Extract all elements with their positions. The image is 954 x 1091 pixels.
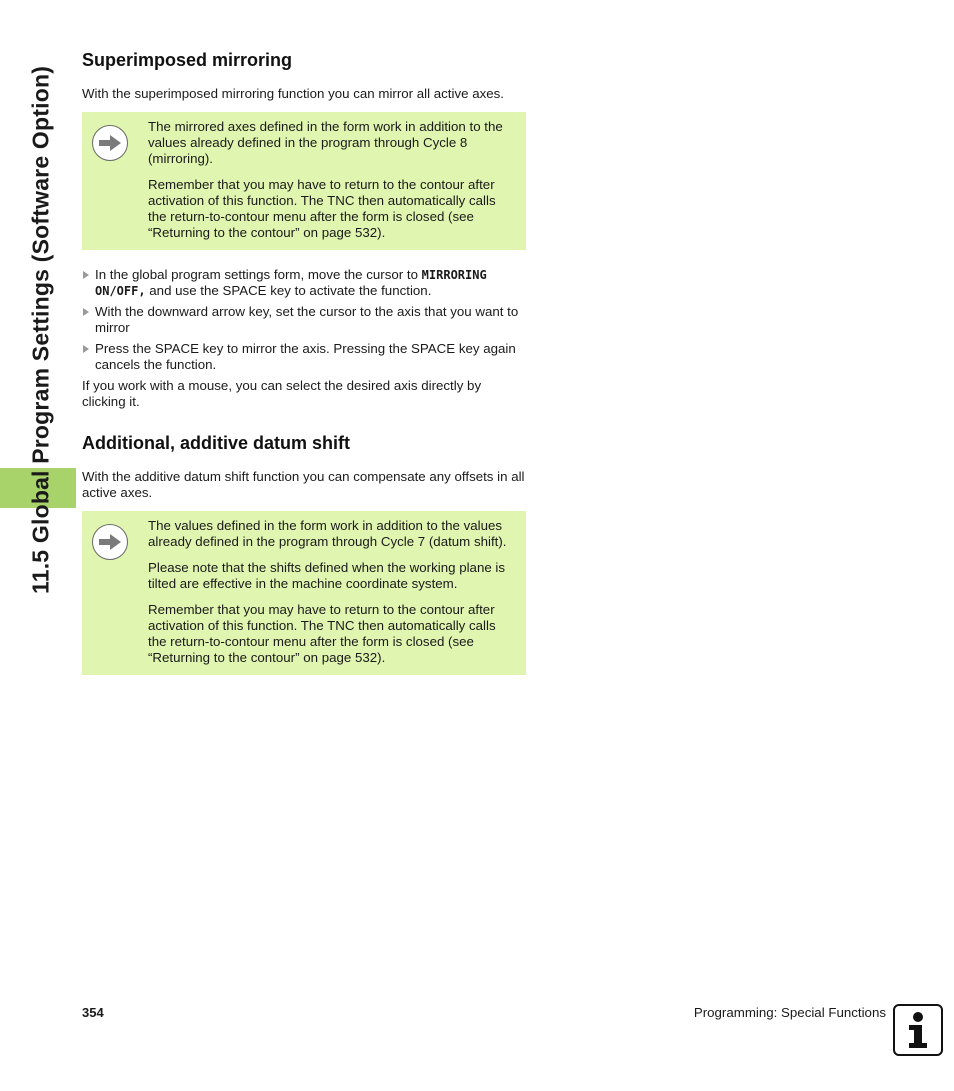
softkey-code: MIRRORING ON/OFF, — [95, 268, 487, 298]
list-item: In the global program settings form, move the cursor to MIRRORING ON/OFF, and use the SPACE key to activate the function. — [82, 267, 526, 299]
bullet-triangle-icon — [83, 271, 89, 279]
note-text: Remember that you may have to return to the contour after activation of this function. The TNC then automatically calls the return-to-contour menu after the form is closed (see “Returning to the contour” on page 532). — [148, 602, 496, 665]
arrow-right-icon — [92, 524, 128, 560]
note-text: Remember that you may have to return to the contour after activation of this function. The TNC then automatically calls the return-to-contour menu after the form is closed (see “Returning to the contour” on page 532). — [148, 177, 496, 240]
section-heading-datum-shift: Additional, additive datum shift — [82, 433, 351, 453]
list-item: With the downward arrow key, set the cursor to the axis that you want to mirror — [82, 304, 526, 336]
footer-chapter-title: Programming: Special Functions — [693, 1005, 886, 1020]
info-icon — [893, 1004, 943, 1056]
mirroring-steps — [82, 267, 526, 373]
note-text: The values defined in the form work in addition to the values already defined in the program through Cycle 7 (datum shift). — [148, 518, 507, 549]
page-content — [82, 48, 526, 675]
mirroring-intro: With the superimposed mirroring function you can mirror all active axes. — [82, 86, 504, 101]
note-text: The mirrored axes defined in the form work in addition to the values already defined in the program through Cycle 8 (mirroring). — [148, 119, 503, 166]
note-box-datum-shift — [82, 511, 526, 675]
datum-shift-intro: With the additive datum shift function you can compensate any offsets in all active axes. — [82, 469, 525, 500]
note-text: Please note that the shifts defined when the working plane is tilted are effective in the machine coordinate system. — [148, 560, 506, 591]
list-item: Press the SPACE key to mirror the axis. Pressing the SPACE key again cancels the function. — [82, 341, 526, 373]
mouse-hint: If you work with a mouse, you can select the desired axis directly by clicking it. — [82, 378, 482, 409]
chapter-side-title: 11.5 Global Program Settings (Software Option) — [27, 65, 54, 595]
page-number: 354 — [82, 1005, 104, 1020]
section-heading-mirroring: Superimposed mirroring — [82, 50, 293, 70]
note-box-mirroring — [82, 112, 526, 250]
arrow-right-icon — [92, 125, 128, 161]
bullet-triangle-icon — [83, 308, 89, 316]
bullet-triangle-icon — [83, 345, 89, 353]
